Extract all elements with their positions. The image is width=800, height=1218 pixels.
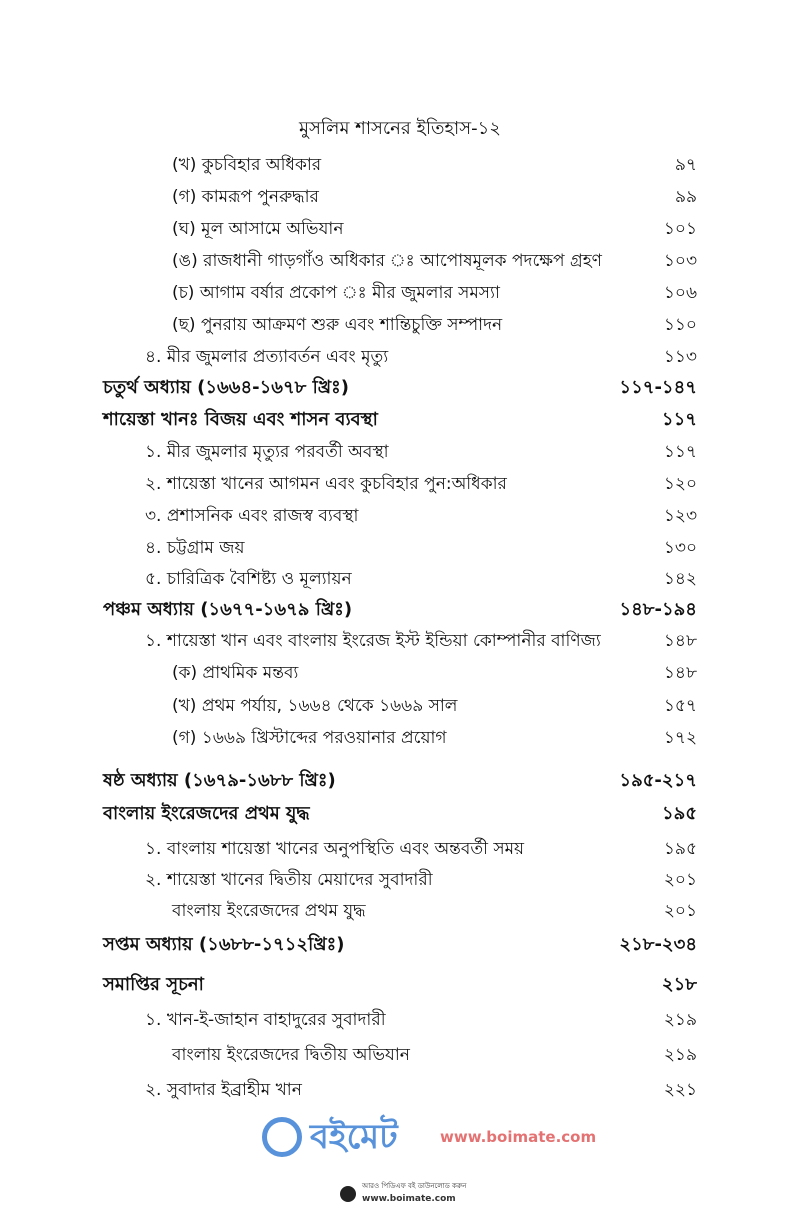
toc-entry-page: ১৭২ [663,728,697,748]
footer-line1: আরও পিডিএফ বই ডাউনলোড করুন [362,1182,467,1190]
toc-entry-title: (ছ) পুনরায় আক্রমণ শুরু এবং শান্তিচুক্তি সম্পাদন [172,315,503,335]
toc-entry-title: পঞ্চম অধ্যায় (১৬৭৭-১৬৭৯ খ্রিঃ) [103,599,353,620]
toc-entry [0,692,800,720]
toc-heading [0,800,800,828]
toc-entry [0,151,800,179]
toc-entry-title: (খ) প্রথম পর্যায়, ১৬৬৪ থেকে ১৬৬৯ সাল [172,696,458,716]
footer-logo-icon [340,1186,356,1202]
toc-entry-title: (গ) কামরূপ পুনরুদ্ধার [172,187,319,207]
watermark [262,1114,597,1160]
toc-entry-page: ১১৭-১৪৭ [619,377,697,398]
toc-entry-page: ১০৬ [663,283,697,303]
footer [340,1182,480,1208]
toc-entry [0,215,800,243]
toc-heading [0,931,800,959]
toc-entry-title: ৪. মীর জুমলার প্রত্যাবর্তন এবং মৃত্যু [145,347,389,367]
toc-entry [0,1006,800,1034]
toc-entry [0,470,800,498]
toc-entry-page: ২১৮-২৩৪ [619,934,697,955]
toc-entry-title: ৫. চারিত্রিক বৈশিষ্ট্য ও মূল্যায়ন [145,569,352,589]
toc-entry-title: ১. মীর জুমলার মৃত্যুর পরবর্তী অবস্থা [145,442,389,462]
toc-entry-page: ১১৭ [661,409,697,430]
toc-entry-page: ১২০ [663,474,697,494]
footer-link[interactable]: www.boimate.com [362,1194,456,1204]
toc-entry-title: ষষ্ঠ অধ্যায় (১৬৭৯-১৬৮৮ খ্রিঃ) [103,770,336,791]
toc-entry-title: (ঘ) মূল আসামে অভিযান [172,219,344,239]
toc-entry-page: ৯৯ [674,187,697,207]
toc-entry-page: ২১৯ [663,1010,697,1030]
toc-heading [0,971,800,999]
toc-entry-page: ২০১ [663,870,697,890]
toc-entry [0,534,800,562]
toc-heading [0,406,800,434]
toc-entry-page: ১৩০ [663,538,697,558]
toc-entry-title: সমাপ্তির সূচনা [103,974,204,995]
toc-entry-title: ৩. প্রশাসনিক এবং রাজস্ব ব্যবস্থা [145,506,359,526]
toc-entry-title: চতুর্থ অধ্যায় (১৬৬৪-১৬৭৮ খ্রিঃ) [103,377,349,398]
toc-entry-title: বাংলায় ইংরেজদের প্রথম যুদ্ধ [172,901,366,921]
toc-entry-page: ১৪২ [663,569,697,589]
toc-entry-title: (ক) প্রাথমিক মন্তব্য [172,663,299,683]
toc-entry [0,659,800,687]
toc-entry-title: (চ) আগাম বর্ষার প্রকোপ ঃ মীর জুমলার সমস্যা [172,283,500,303]
toc-entry-page: ১৯৫ [663,839,697,859]
toc-entry [0,247,800,275]
toc-heading [0,374,800,402]
toc-entry-page: ২০১ [663,901,697,921]
toc-entry [0,438,800,466]
toc-entry-page: ১২৩ [663,506,697,526]
toc-entry-title: শায়েস্তা খানঃ বিজয় এবং শাসন ব্যবস্থা [103,409,378,430]
toc-entry-page: ১৯৫ [661,803,697,824]
toc-entry [0,724,800,752]
toc-entry-title: বাংলায় ইংরেজদের দ্বিতীয় অভিযান [172,1045,410,1065]
toc-entry-page: ১৪৮ [663,631,697,651]
toc-entry-page: ১১৩ [663,347,697,367]
toc-entry-title: ৪. চট্টগ্রাম জয় [145,538,245,558]
toc-entry-page: ১৪৮ [663,663,697,683]
toc-entry [0,183,800,211]
toc-entry-page: ২১৮ [661,974,697,995]
toc-entry [0,897,800,925]
toc-entry-title: ২. শায়েস্তা খানের আগমন এবং কুচবিহার পুন:অধিকার [145,474,507,494]
toc-entry-title: ২. সুবাদার ইব্রাহীম খান [145,1080,302,1100]
toc-heading [0,767,800,795]
toc-entry [0,311,800,339]
toc-entry-page: ১৪৮-১৯৪ [619,599,697,620]
toc-entry [0,343,800,371]
toc-entry-title: ২. শায়েস্তা খানের দ্বিতীয় মেয়াদের সুবাদারী [145,870,433,890]
toc-entry [0,866,800,894]
toc-entry-page: ১১০ [663,315,697,335]
toc-entry-title: সপ্তম অধ্যায় (১৬৮৮-১৭১২খ্রিঃ) [103,934,345,955]
toc-entry-title: (খ) কুচবিহার অধিকার [172,155,322,175]
toc-entry [0,1076,800,1104]
toc-entry-title: ১. বাংলায় শায়েস্তা খানের অনুপস্থিতি এবং অন্তবর্তী সময় [145,839,525,859]
watermark-logo-text: বইমেট [310,1117,398,1157]
toc-entry [0,627,800,655]
toc-entry-page: ১০৩ [663,251,697,271]
toc-entry-page: ১৯৫-২১৭ [619,770,697,791]
toc-entry-title: (ঙ) রাজধানী গাড়গাঁও অধিকার ঃ আপোষমূলক পদক্ষেপ গ্রহণ [172,251,602,271]
toc-entry [0,1041,800,1069]
toc-entry-title: (গ) ১৬৬৯ খ্রিস্টাব্দের পরওয়ানার প্রয়োগ [172,728,447,748]
toc-entry-title: ১. শায়েস্তা খান এবং বাংলায় ইংরেজ ইস্ট ইন্ডিয়া কোম্পানীর বাণিজ্য [145,631,601,651]
toc-entry-page: ২২১ [663,1080,697,1100]
toc-entry-page: ১৫৭ [663,696,697,716]
toc-entry-title: ১. খান-ই-জাহান বাহাদুরের সুবাদারী [145,1010,386,1030]
toc-entry [0,502,800,530]
watermark-logo-icon [262,1117,302,1157]
toc-entry [0,279,800,307]
toc-entry [0,835,800,863]
toc-entry-page: ১১৭ [663,442,697,462]
toc-entry-page: ২১৯ [663,1045,697,1065]
toc-entry-title: বাংলায় ইংরেজদের প্রথম যুদ্ধ [103,803,310,824]
toc-entry-page: ৯৭ [674,155,697,175]
running-header: মুসলিম শাসনের ইতিহাস-১২ [299,118,501,139]
toc-entry-page: ১০১ [663,219,697,239]
toc-heading [0,596,800,624]
watermark-url: www.boimate.com [440,1128,597,1146]
toc-entry [0,565,800,593]
